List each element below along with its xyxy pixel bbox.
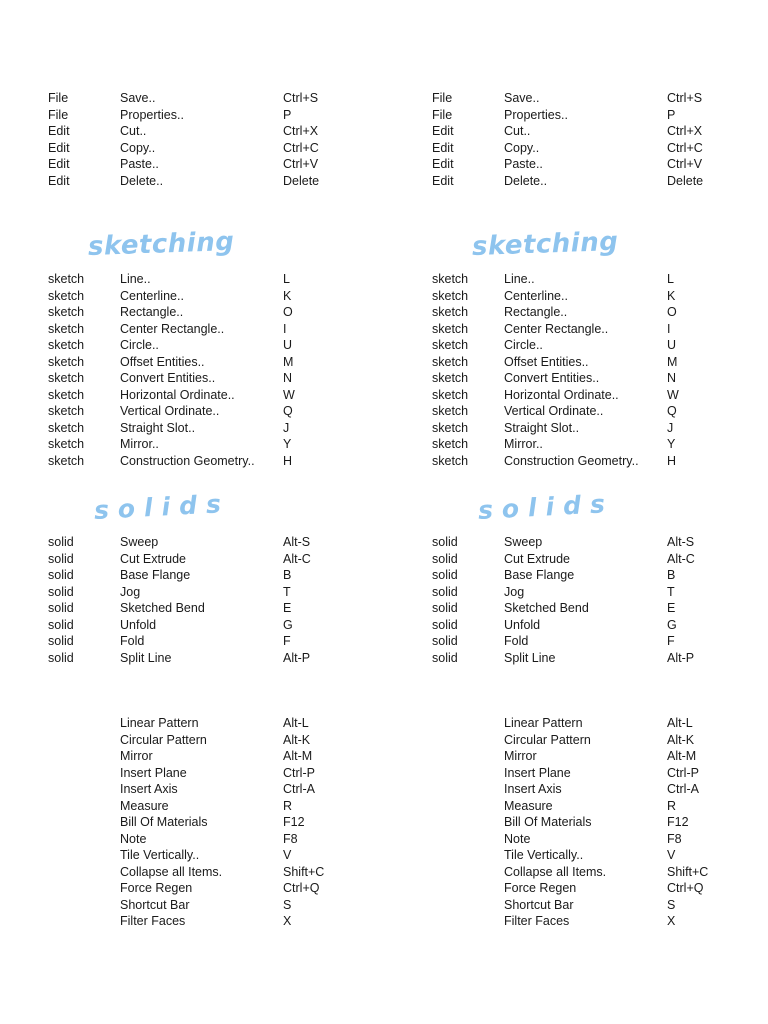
shortcut-key: Alt-P [283, 650, 311, 665]
shortcut-row [0, 288, 384, 305]
shortcut-command: Straight Slot.. [504, 420, 580, 435]
shortcut-row [384, 847, 768, 864]
shortcut-row [0, 765, 384, 782]
shortcut-key: O [667, 305, 677, 319]
shortcut-category: sketch [432, 288, 469, 303]
shortcut-category: Edit [48, 140, 70, 155]
shortcut-command: Measure [120, 798, 169, 813]
shortcut-row [384, 156, 768, 173]
shortcut-command: Construction Geometry.. [120, 453, 255, 468]
shortcut-command: Jog [504, 584, 525, 599]
shortcut-row [0, 567, 384, 584]
shortcut-command: Vertical Ordinate.. [504, 404, 604, 418]
shortcut-command: Insert Axis [120, 782, 178, 796]
shortcut-key: X [283, 914, 292, 928]
shortcut-command: Center Rectangle.. [120, 321, 225, 336]
shortcut-row [384, 781, 768, 798]
misc-shortcuts [0, 715, 384, 930]
shortcut-command: Fold [120, 634, 145, 648]
shortcut-row [0, 337, 384, 354]
shortcut-key: Ctrl+S [667, 91, 703, 105]
shortcut-row [0, 321, 384, 338]
shortcut-row [0, 715, 384, 732]
misc-shortcuts [384, 715, 768, 930]
shortcut-row [0, 814, 384, 831]
shortcut-row [0, 551, 384, 568]
shortcut-category: sketch [48, 437, 85, 451]
shortcut-command: Sweep [120, 535, 159, 549]
shortcut-command: Note [504, 831, 531, 846]
shortcut-key: Q [283, 404, 293, 418]
shortcut-row [0, 403, 384, 420]
shortcut-row [384, 123, 768, 140]
shortcut-category: sketch [48, 371, 85, 385]
shortcut-key: Alt-K [283, 732, 311, 747]
file-edit-shortcuts [0, 90, 384, 189]
shortcut-command: Cut.. [120, 124, 147, 138]
shortcut-command: Unfold [504, 617, 541, 632]
shortcut-category: sketch [432, 305, 469, 319]
shortcut-key: Ctrl+X [667, 124, 703, 138]
shortcut-row [0, 897, 384, 914]
shortcut-category: Edit [48, 124, 70, 138]
shortcut-key: N [283, 371, 293, 385]
sketch-shortcuts [0, 271, 384, 469]
shortcut-row [384, 798, 768, 815]
shortcut-row [0, 781, 384, 798]
shortcut-key: Delete [667, 173, 704, 188]
shortcut-key: F [283, 634, 291, 648]
shortcut-command: Properties.. [120, 107, 184, 122]
sketching-heading: sketching [87, 226, 235, 262]
shortcut-category: sketch [48, 354, 85, 369]
shortcut-key: Alt-L [667, 716, 693, 730]
shortcut-row [384, 173, 768, 190]
shortcut-key: Alt-L [283, 716, 309, 730]
shortcut-row [384, 304, 768, 321]
shortcut-row [0, 420, 384, 437]
shortcut-key: Alt-M [667, 749, 697, 763]
shortcut-row [0, 534, 384, 551]
shortcut-key: H [283, 453, 293, 468]
shortcut-key: K [667, 288, 676, 303]
shortcut-category: solid [432, 551, 458, 566]
shortcut-row [384, 864, 768, 881]
shortcut-category: sketch [432, 321, 469, 336]
shortcut-category: File [48, 107, 69, 122]
shortcut-command: Line.. [504, 272, 535, 286]
shortcut-row [384, 814, 768, 831]
shortcut-key: O [283, 305, 293, 319]
shortcut-command: Base Flange [504, 568, 575, 582]
shortcut-key: Ctrl-P [667, 765, 699, 780]
file-edit-shortcuts [384, 90, 768, 189]
shortcut-row [384, 633, 768, 650]
shortcut-category: sketch [48, 305, 85, 319]
shortcut-command: Horizontal Ordinate.. [504, 387, 619, 402]
shortcut-category: sketch [432, 453, 469, 468]
shortcut-key: H [667, 453, 677, 468]
shortcut-category: solid [432, 535, 458, 549]
shortcut-command: Collapse all Items. [120, 864, 223, 879]
shortcut-row [384, 897, 768, 914]
shortcut-command: Tile Vertically.. [120, 848, 200, 862]
shortcut-command: Copy.. [120, 140, 156, 155]
shortcut-row [384, 567, 768, 584]
shortcut-command: Measure [504, 798, 553, 813]
sketch-shortcuts [384, 271, 768, 469]
shortcut-key: J [667, 420, 674, 435]
shortcut-category: solid [48, 650, 74, 665]
shortcut-command: Sketched Bend [120, 601, 205, 615]
shortcut-category: sketch [48, 404, 85, 418]
shortcut-category: sketch [432, 404, 469, 418]
shortcut-key: X [667, 914, 676, 928]
shortcut-key: G [283, 617, 293, 632]
shortcut-row [0, 748, 384, 765]
shortcut-category: Edit [48, 173, 70, 188]
shortcut-command: Circular Pattern [120, 732, 207, 747]
shortcut-key: Y [283, 437, 292, 451]
shortcut-row [384, 913, 768, 930]
shortcut-category: solid [432, 617, 458, 632]
shortcut-category: File [432, 91, 453, 105]
shortcut-row [0, 864, 384, 881]
shortcut-key: S [283, 897, 292, 912]
shortcut-row [0, 633, 384, 650]
shortcut-row [0, 798, 384, 815]
shortcut-category: solid [48, 601, 74, 615]
shortcut-row [384, 831, 768, 848]
shortcut-category: solid [432, 568, 458, 582]
shortcut-key: I [283, 321, 287, 336]
shortcut-command: Centerline.. [504, 288, 568, 303]
shortcut-category: sketch [48, 338, 85, 352]
shortcut-row [0, 304, 384, 321]
shortcut-command: Sketched Bend [504, 601, 589, 615]
shortcut-category: solid [48, 551, 74, 566]
shortcut-command: Horizontal Ordinate.. [120, 387, 235, 402]
shortcut-row [0, 831, 384, 848]
shortcut-key: R [283, 798, 293, 813]
shortcut-row [384, 403, 768, 420]
shortcut-category: sketch [48, 272, 85, 286]
shortcut-command: Vertical Ordinate.. [120, 404, 220, 418]
shortcut-category: sketch [432, 437, 469, 451]
shortcut-command: Insert Plane [504, 765, 571, 780]
shortcut-key: F12 [283, 815, 305, 829]
shortcut-command: Properties.. [504, 107, 568, 122]
shortcut-key: R [667, 798, 677, 813]
shortcut-category: Edit [48, 157, 70, 171]
shortcut-category: sketch [48, 420, 85, 435]
shortcut-category: solid [432, 601, 458, 615]
solids-heading: solids [93, 488, 231, 525]
shortcut-key: Shift+C [667, 864, 709, 879]
shortcut-key: Alt-C [667, 551, 695, 566]
shortcut-category: Edit [432, 157, 454, 171]
shortcut-row [0, 370, 384, 387]
shortcut-command: Rectangle.. [120, 305, 184, 319]
shortcut-row [384, 337, 768, 354]
shortcut-row [0, 90, 384, 107]
shortcut-category: solid [432, 634, 458, 648]
shortcut-row [0, 913, 384, 930]
shortcut-key: Alt-S [667, 535, 695, 549]
shortcut-command: Construction Geometry.. [504, 453, 639, 468]
shortcut-key: Ctrl+Q [283, 881, 320, 895]
shortcut-key: Ctrl-P [283, 765, 315, 780]
shortcut-command: Split Line [120, 650, 172, 665]
shortcut-category: solid [48, 634, 74, 648]
shortcut-row [384, 140, 768, 157]
shortcut-category: sketch [432, 272, 469, 286]
shortcut-row [384, 584, 768, 601]
shortcut-category: sketch [432, 354, 469, 369]
shortcut-key: Ctrl+C [283, 140, 319, 155]
shortcut-command: Filter Faces [504, 914, 570, 928]
shortcut-command: Jog [120, 584, 141, 599]
solid-shortcuts [384, 534, 768, 666]
shortcut-command: Center Rectangle.. [504, 321, 609, 336]
shortcut-category: solid [48, 584, 74, 599]
shortcut-command: Mirror [120, 749, 153, 763]
shortcut-key: T [283, 584, 291, 599]
shortcut-category: sketch [432, 338, 469, 352]
shortcut-key: P [667, 107, 676, 122]
shortcut-key: Alt-M [283, 749, 313, 763]
shortcut-row [0, 600, 384, 617]
shortcut-row [384, 453, 768, 470]
shortcut-key: Shift+C [283, 864, 325, 879]
shortcut-row [0, 271, 384, 288]
shortcut-command: Convert Entities.. [120, 371, 216, 385]
shortcut-command: Note [120, 831, 147, 846]
shortcut-row [384, 650, 768, 667]
shortcut-category: File [48, 91, 69, 105]
shortcut-key: J [283, 420, 290, 435]
shortcut-key: Ctrl+V [667, 157, 703, 171]
shortcut-key: W [283, 387, 295, 402]
shortcut-row [384, 715, 768, 732]
shortcut-key: Y [667, 437, 676, 451]
shortcut-key: M [667, 354, 678, 369]
shortcut-command: Paste.. [120, 157, 159, 171]
shortcut-key: L [283, 272, 290, 286]
shortcut-key: Delete [283, 173, 320, 188]
shortcut-category: sketch [432, 371, 469, 385]
shortcut-key: Ctrl+X [283, 124, 319, 138]
shortcut-row [0, 436, 384, 453]
shortcut-category: solid [48, 617, 74, 632]
shortcut-command: Split Line [504, 650, 556, 665]
sketching-heading: sketching [471, 226, 619, 262]
shortcut-row [0, 650, 384, 667]
shortcut-category: solid [432, 584, 458, 599]
shortcut-command: Mirror.. [120, 437, 159, 451]
shortcut-category: solid [48, 568, 74, 582]
shortcut-row [0, 847, 384, 864]
shortcut-key: B [283, 568, 292, 582]
shortcut-command: Paste.. [504, 157, 543, 171]
shortcut-command: Base Flange [120, 568, 191, 582]
shortcut-category: Edit [432, 140, 454, 155]
shortcut-row [0, 156, 384, 173]
shortcut-key: Alt-C [283, 551, 311, 566]
shortcut-category: sketch [432, 387, 469, 402]
shortcut-key: Alt-K [667, 732, 695, 747]
shortcut-key: E [667, 601, 676, 615]
shortcut-command: Force Regen [120, 881, 193, 895]
shortcut-row [0, 387, 384, 404]
shortcut-key: Ctrl+V [283, 157, 319, 171]
shortcut-key: U [667, 338, 677, 352]
shortcut-category: sketch [48, 387, 85, 402]
shortcut-command: Sweep [504, 535, 543, 549]
shortcut-category: sketch [432, 420, 469, 435]
shortcut-key: P [283, 107, 292, 122]
shortcut-key: F12 [667, 815, 689, 829]
shortcut-row [384, 387, 768, 404]
shortcut-category: Edit [432, 124, 454, 138]
shortcut-command: Cut Extrude [504, 551, 571, 566]
shortcut-command: Tile Vertically.. [504, 848, 584, 862]
shortcut-key: B [667, 568, 676, 582]
shortcut-key: F8 [283, 831, 298, 846]
shortcut-row [384, 880, 768, 897]
shortcut-command: Save.. [504, 91, 540, 105]
shortcut-key: E [283, 601, 292, 615]
shortcut-command: Unfold [120, 617, 157, 632]
shortcut-key: W [667, 387, 679, 402]
shortcut-row [384, 617, 768, 634]
shortcut-command: Rectangle.. [504, 305, 568, 319]
shortcut-category: sketch [48, 288, 85, 303]
shortcut-command: Bill Of Materials [504, 815, 592, 829]
shortcut-command: Offset Entities.. [504, 354, 589, 369]
shortcut-row [384, 271, 768, 288]
shortcut-key: M [283, 354, 294, 369]
shortcut-command: Mirror [504, 749, 537, 763]
shortcut-key: Ctrl-A [283, 782, 315, 796]
shortcut-command: Offset Entities.. [120, 354, 205, 369]
shortcut-row [384, 107, 768, 124]
shortcut-key: I [667, 321, 671, 336]
shortcut-command: Line.. [120, 272, 151, 286]
shortcut-key: T [667, 584, 675, 599]
shortcut-key: L [667, 272, 674, 286]
shortcut-row [0, 732, 384, 749]
shortcut-row [384, 765, 768, 782]
shortcut-row [384, 534, 768, 551]
shortcut-command: Delete.. [120, 173, 164, 188]
shortcut-row [0, 880, 384, 897]
shortcut-key: Ctrl+S [283, 91, 319, 105]
shortcut-command: Cut.. [504, 124, 531, 138]
shortcut-command: Centerline.. [120, 288, 184, 303]
shortcut-row [384, 551, 768, 568]
shortcut-row [0, 123, 384, 140]
shortcut-row [0, 584, 384, 601]
shortcut-category: sketch [48, 321, 85, 336]
shortcut-row [0, 617, 384, 634]
shortcut-command: Insert Axis [504, 782, 562, 796]
shortcut-key: V [283, 848, 292, 862]
shortcut-row [0, 354, 384, 371]
shortcut-category: sketch [48, 453, 85, 468]
shortcut-key: Ctrl+C [667, 140, 703, 155]
shortcut-row [384, 370, 768, 387]
solid-shortcuts [0, 534, 384, 666]
shortcut-key: G [667, 617, 677, 632]
shortcut-key: Alt-P [667, 650, 695, 665]
shortcut-column-right [384, 0, 768, 1024]
shortcut-command: Delete.. [504, 173, 548, 188]
shortcut-key: V [667, 848, 676, 862]
shortcut-row [0, 453, 384, 470]
shortcut-command: Save.. [120, 91, 156, 105]
shortcut-row [384, 732, 768, 749]
shortcut-key: F8 [667, 831, 682, 846]
shortcut-command: Cut Extrude [120, 551, 187, 566]
shortcut-row [384, 354, 768, 371]
shortcut-key: Ctrl-A [667, 782, 699, 796]
shortcut-command: Insert Plane [120, 765, 187, 780]
shortcut-command: Collapse all Items. [504, 864, 607, 879]
shortcut-command: Fold [504, 634, 529, 648]
shortcut-category: solid [432, 650, 458, 665]
shortcut-command: Convert Entities.. [504, 371, 600, 385]
shortcut-command: Circular Pattern [504, 732, 591, 747]
shortcut-command: Filter Faces [120, 914, 186, 928]
shortcut-command: Shortcut Bar [504, 897, 574, 912]
shortcut-row [384, 288, 768, 305]
shortcut-command: Bill Of Materials [120, 815, 208, 829]
shortcut-row [384, 321, 768, 338]
shortcut-command: Copy.. [504, 140, 540, 155]
shortcut-row [384, 90, 768, 107]
shortcut-command: Circle.. [504, 338, 543, 352]
shortcut-row [384, 436, 768, 453]
shortcut-command: Shortcut Bar [120, 897, 190, 912]
shortcut-category: File [432, 107, 453, 122]
shortcut-category: Edit [432, 173, 454, 188]
shortcut-row [384, 420, 768, 437]
shortcut-key: F [667, 634, 675, 648]
shortcut-category: solid [48, 535, 74, 549]
shortcut-key: Q [667, 404, 677, 418]
shortcut-row [0, 173, 384, 190]
shortcut-command: Straight Slot.. [120, 420, 196, 435]
shortcut-command: Linear Pattern [120, 716, 199, 730]
shortcut-key: S [667, 897, 676, 912]
shortcut-row [384, 600, 768, 617]
shortcut-row [384, 748, 768, 765]
shortcut-key: K [283, 288, 292, 303]
shortcut-command: Mirror.. [504, 437, 543, 451]
shortcut-row [0, 140, 384, 157]
shortcut-key: Alt-S [283, 535, 311, 549]
shortcut-key: N [667, 371, 677, 385]
solids-heading: solids [477, 488, 615, 525]
shortcut-row [0, 107, 384, 124]
shortcut-command: Linear Pattern [504, 716, 583, 730]
shortcut-command: Circle.. [120, 338, 159, 352]
shortcut-key: U [283, 338, 293, 352]
shortcut-command: Force Regen [504, 881, 577, 895]
shortcut-key: Ctrl+Q [667, 881, 704, 895]
